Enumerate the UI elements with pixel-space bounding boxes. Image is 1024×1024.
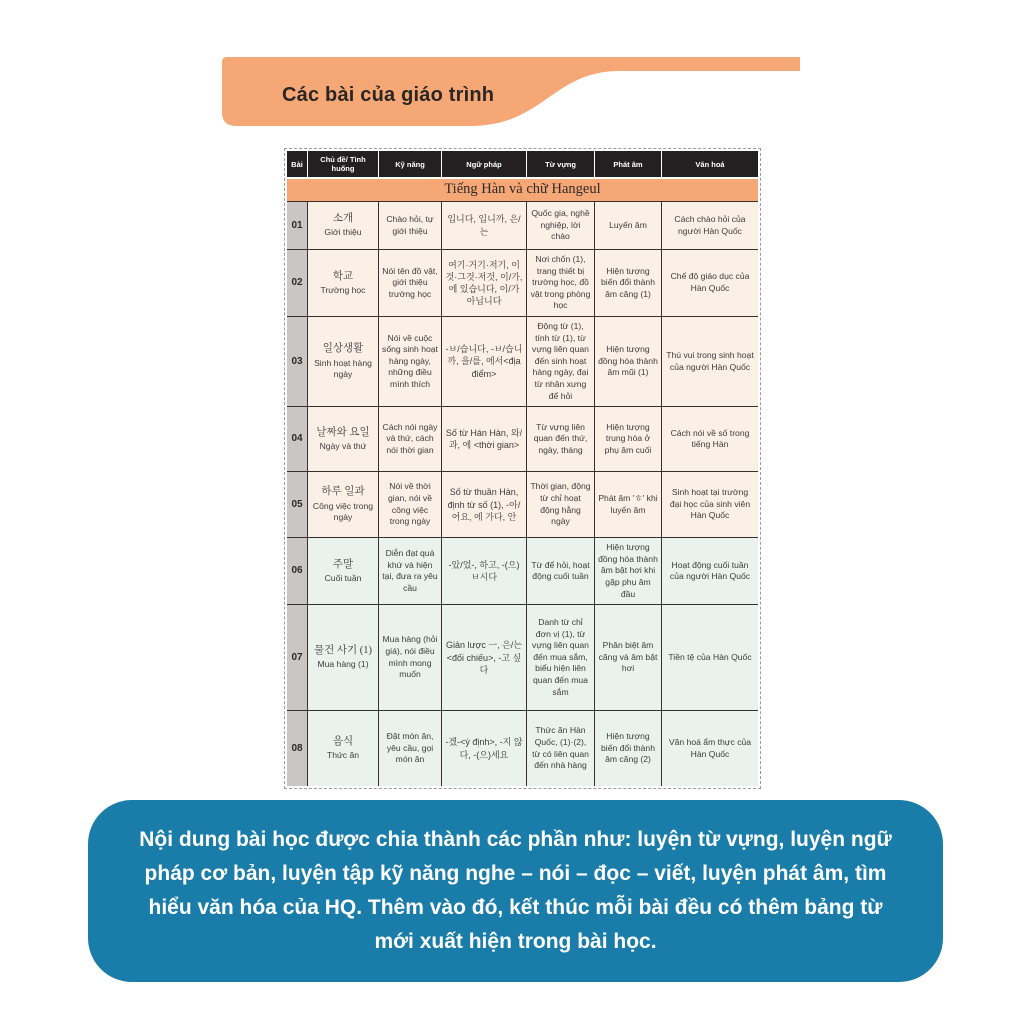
- topic-cell: [308, 538, 379, 604]
- vocabulary-cell: Nơi chốn (1), trang thiết bị trường học, đồ vật trong phòng học: [527, 250, 595, 316]
- table-row: [287, 250, 758, 317]
- grammar-cell: Số từ thuần Hàn, định từ số (1), -아/어요, 에 가다, 안: [442, 472, 527, 537]
- table-row: [287, 711, 758, 786]
- curriculum-table: [284, 148, 761, 789]
- grammar-cell: Giản lược ㅡ, 은/는 <đối chiếu>, -고 싶다: [442, 605, 527, 710]
- lesson-number: 03: [287, 317, 308, 406]
- lesson-number: 07: [287, 605, 308, 710]
- column-header: Bài: [287, 151, 308, 177]
- culture-cell: Cách nói về số trong tiếng Hàn: [662, 407, 758, 471]
- section-header: Tiếng Hàn và chữ Hangeul: [287, 179, 758, 202]
- lesson-number: 01: [287, 202, 308, 249]
- skill-cell: Nói về cuộc sống sinh hoạt hàng ngày, những điều mình thích: [379, 317, 442, 406]
- topic-korean: 날짜와 요일: [316, 426, 370, 438]
- culture-cell: Chế độ giáo dục của Hàn Quốc: [662, 250, 758, 316]
- skill-cell: Cách nói ngày và thứ, cách nói thời gian: [379, 407, 442, 471]
- topic-korean: 음식: [332, 736, 354, 748]
- lesson-number: 04: [287, 407, 308, 471]
- pronunciation-cell: Hiện tượng biến đổi thành âm căng (2): [595, 711, 662, 786]
- topic-cell: [308, 250, 379, 316]
- grammar-cell: -겠-<ý định>, -지 않다, -(으)세요: [442, 711, 527, 786]
- table-row: [287, 472, 758, 538]
- topic-cell: [308, 202, 379, 249]
- grammar-cell: 여기·거기·저기, 이것·그것·저것, 이/가, 에 있습니다, 이/가 아닙니다: [442, 250, 527, 316]
- vocabulary-cell: Thời gian, động từ chỉ hoạt động hằng ngày: [527, 472, 595, 537]
- skill-cell: Chào hỏi, tự giới thiệu: [379, 202, 442, 249]
- topic-korean: 학교: [332, 270, 354, 282]
- grammar-cell: 입니다, 입니까, 은/는: [442, 202, 527, 249]
- pronunciation-cell: Hiện tượng trung hòa ở phụ âm cuối: [595, 407, 662, 471]
- topic-vietnamese: Trường học: [320, 284, 366, 295]
- topic-cell: [308, 711, 379, 786]
- topic-vietnamese: Công việc trong ngày: [312, 500, 374, 523]
- table-row: [287, 605, 758, 711]
- topic-vietnamese: Sinh hoạt hàng ngày: [314, 357, 372, 380]
- topic-cell: [308, 317, 379, 406]
- pronunciation-cell: Phát âm 'ㅎ' khi luyến âm: [595, 472, 662, 537]
- topic-cell: [308, 407, 379, 471]
- culture-cell: Văn hoá ẩm thực của Hàn Quốc: [662, 711, 758, 786]
- topic-korean: 물건 사기 (1): [313, 645, 373, 657]
- table-body: [287, 202, 758, 786]
- culture-cell: Hoạt động cuối tuần của người Hàn Quốc: [662, 538, 758, 604]
- skill-cell: Nói tên đồ vật, giới thiệu trường học: [379, 250, 442, 316]
- culture-cell: Thú vui trong sinh hoạt của người Hàn Quốc: [662, 317, 758, 406]
- column-header: Ngữ pháp: [442, 151, 527, 177]
- skill-cell: Nói về thời gian, nói về công việc trong ngày: [379, 472, 442, 537]
- table-header-row: [287, 151, 758, 177]
- topic-vietnamese: Thức ăn: [326, 750, 360, 761]
- table-row: [287, 317, 758, 407]
- topic-vietnamese: Giới thiệu: [324, 227, 362, 238]
- vocabulary-cell: Động từ (1), tính từ (1), từ vựng liên quan đến sinh hoạt hàng ngày, đại từ nhân xưng để hỏi: [527, 317, 595, 406]
- column-header: Từ vựng: [527, 151, 595, 177]
- footer-note-text: Nội dung bài học được chia thành các phần như: luyện từ vựng, luyện ngữ pháp cơ bản, luyện tập kỹ năng nghe – nói – đọc – viết, luyện phát âm, tìm hiểu văn hóa của HQ. Thêm vào đó, kết thúc mỗi bài đều có thêm bảng từ mới xuất hiện trong bài học.: [139, 827, 892, 954]
- footer-note-box: [88, 800, 943, 982]
- pronunciation-cell: Hiện tượng biến đổi thành âm căng (1): [595, 250, 662, 316]
- culture-cell: Cách chào hỏi của người Hàn Quốc: [662, 202, 758, 249]
- vocabulary-cell: Từ vựng liên quan đến thứ, ngày, tháng: [527, 407, 595, 471]
- vocabulary-cell: Từ để hỏi, hoạt động cuối tuần: [527, 538, 595, 604]
- culture-cell: Sinh hoạt tại trường đại học của sinh viên Hàn Quốc: [662, 472, 758, 537]
- culture-cell: Tiền tệ của Hàn Quốc: [662, 605, 758, 710]
- vocabulary-cell: Quốc gia, nghề nghiệp, lời chào: [527, 202, 595, 249]
- skill-cell: Đặt món ăn, yêu cầu, gọi món ăn: [379, 711, 442, 786]
- table-row: [287, 407, 758, 472]
- skill-cell: Diễn đạt quá khứ và hiện tại, đưa ra yêu cầu: [379, 538, 442, 604]
- lesson-number: 06: [287, 538, 308, 604]
- topic-vietnamese: Ngày và thứ: [319, 440, 367, 451]
- topic-cell: [308, 605, 379, 710]
- topic-vietnamese: Cuối tuần: [324, 572, 362, 583]
- grammar-cell: -았/었-, 하고, -(으)ㅂ시다: [442, 538, 527, 604]
- topic-korean: 소개: [332, 213, 354, 225]
- topic-korean: 주말: [332, 558, 354, 570]
- topic-korean: 하루 일과: [321, 486, 365, 498]
- pronunciation-cell: Hiện tượng đồng hóa thành âm bật hơi khi gặp phụ âm đầu: [595, 538, 662, 604]
- skill-cell: Mua hàng (hỏi giá), nói điều mình mong muốn: [379, 605, 442, 710]
- column-header: Chủ đề/ Tình huống: [308, 151, 379, 177]
- topic-vietnamese: Mua hàng (1): [317, 659, 369, 670]
- lesson-number: 05: [287, 472, 308, 537]
- column-header: Kỹ năng: [379, 151, 442, 177]
- pronunciation-cell: Luyến âm: [595, 202, 662, 249]
- topic-korean: 일상생활: [322, 343, 364, 355]
- table-row: [287, 538, 758, 605]
- column-header: Văn hoá: [662, 151, 758, 177]
- table-row: [287, 202, 758, 250]
- lesson-number: 02: [287, 250, 308, 316]
- topic-cell: [308, 472, 379, 537]
- pronunciation-cell: Phân biệt âm căng và âm bật hơi: [595, 605, 662, 710]
- page-title: Các bài của giáo trình: [282, 84, 495, 106]
- vocabulary-cell: Danh từ chỉ đơn vị (1), từ vựng liên quan đến mua sắm, biểu hiện liên quan đến mua sắm: [527, 605, 595, 710]
- lesson-number: 08: [287, 711, 308, 786]
- pronunciation-cell: Hiện tượng đồng hóa thành âm mũi (1): [595, 317, 662, 406]
- column-header: Phát âm: [595, 151, 662, 177]
- grammar-cell: -ㅂ/습니다, -ㅂ/습니까, 을/를, 에서<địa điểm>: [442, 317, 527, 406]
- grammar-cell: Số từ Hán Hàn, 와/과, 에 <thời gian>: [442, 407, 527, 471]
- vocabulary-cell: Thức ăn Hàn Quốc, (1)·(2), từ có liên quan đến nhà hàng: [527, 711, 595, 786]
